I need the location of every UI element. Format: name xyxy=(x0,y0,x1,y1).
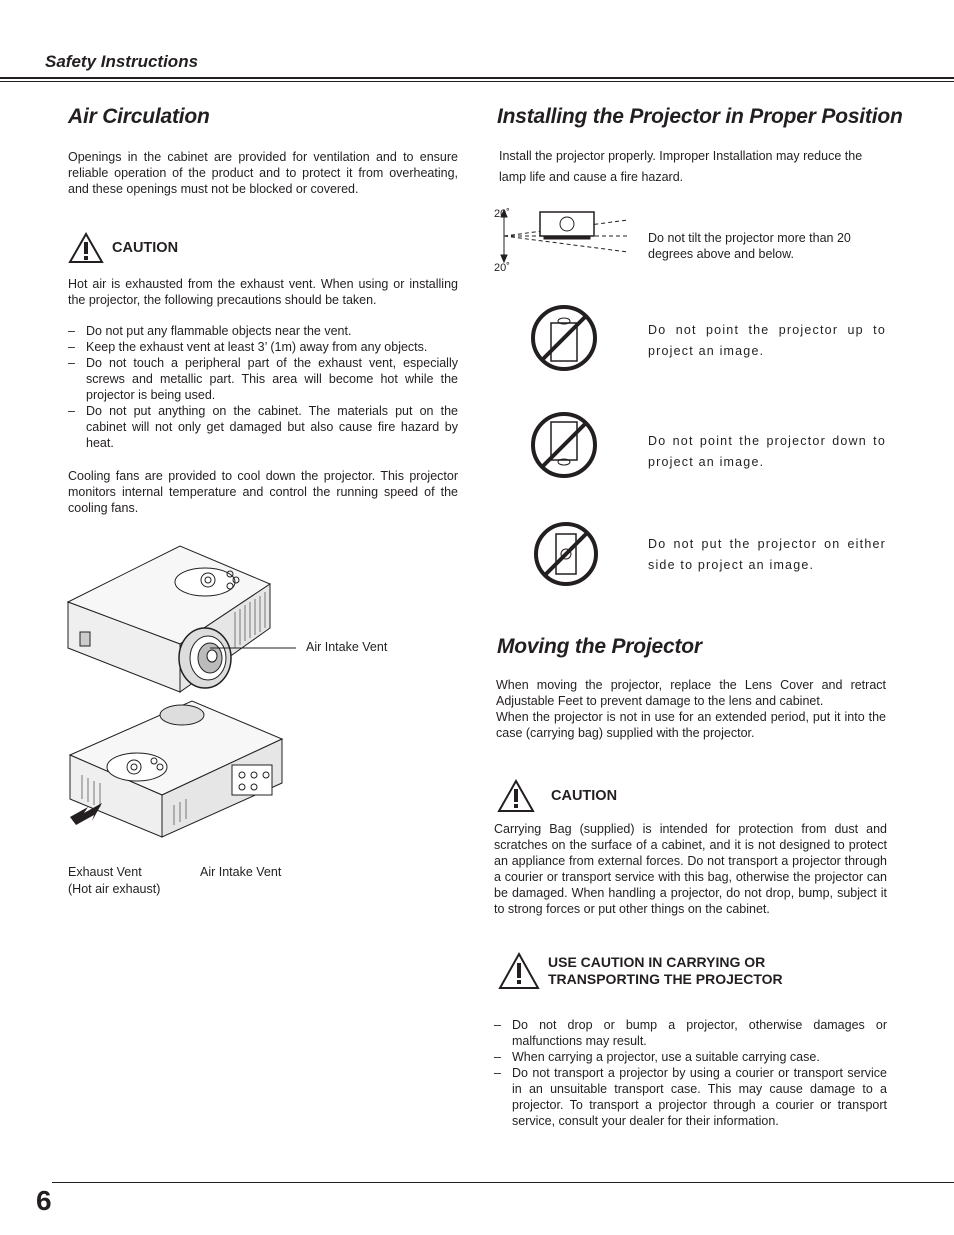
tilt-top-label: 20˚ xyxy=(494,208,510,220)
transport-caution-label xyxy=(548,954,783,988)
footer-rule xyxy=(52,1182,954,1183)
exhaust-vent-label-line1: Exhaust Vent xyxy=(68,865,142,879)
no-side-icon xyxy=(532,520,600,588)
projector-front-illustration xyxy=(60,540,290,700)
cooling-fans-text: Cooling fans are provided to cool down the projector. This projector monitors internal temperature and control the running speed of the cooling fans. xyxy=(68,469,458,515)
list-item: – Do not drop or bump a projector, otherwise damages or malfunctions may result. xyxy=(494,1017,887,1049)
air-circulation-intro: Openings in the cabinet are provided for ventilation and to ensure reliable operation of the product and to protect it from overheating, and these openings must not be blocked or covered. xyxy=(68,150,458,196)
exhaust-vent-label-line2: (Hot air exhaust) xyxy=(68,882,161,896)
caution-list xyxy=(68,323,458,451)
transport-caution-label-line2: TRANSPORTING THE PROJECTOR xyxy=(548,971,783,987)
list-item: – Keep the exhaust vent at least 3’ (1m) away from any objects. xyxy=(68,339,458,355)
list-item: – Do not transport a projector by using a courier or transport service in an unsuitable transport case. This may cause damage to a projector. To transport a projector through a courier or transport service, consult your dealer for their information. xyxy=(494,1065,887,1129)
tilt-diagram xyxy=(498,208,630,268)
list-item: – Do not touch a peripheral part of the exhaust vent, especially screws and metallic part. This area will become hot while the projector is being used. xyxy=(68,355,458,403)
air-intake-vent-label-top: Air Intake Vent xyxy=(306,640,388,654)
tilt-bottom-label: 20˚ xyxy=(494,262,510,274)
caution-label: CAUTION xyxy=(551,788,618,804)
warning-icon xyxy=(68,232,104,264)
moving-intro: When moving the projector, replace the Lens Cover and retract Adjustable Feet to prevent damage to the lens and cabinet. When the projector is not in use for an extended period, put it into the case (carrying bag) supplied with the projector. xyxy=(496,678,886,740)
moving-caution-heading xyxy=(497,779,617,813)
caution-heading xyxy=(68,232,178,264)
no-point-down-icon xyxy=(529,410,599,480)
header-title: Safety Instructions xyxy=(45,52,199,71)
header-rule xyxy=(0,77,954,79)
no-point-up-icon xyxy=(529,303,599,373)
transport-caution-heading xyxy=(498,952,783,990)
no-point-down-text: Do not point the projector down to project an image. xyxy=(648,434,886,469)
air-intake-vent-label-bottom: Air Intake Vent xyxy=(200,865,282,879)
moving-title: Moving the Projector xyxy=(497,635,702,658)
tilt-text: Do not tilt the projector more than 20 degrees above and below. xyxy=(648,231,851,261)
installing-title: Installing the Projector in Proper Position xyxy=(497,105,903,128)
page-number: 6 xyxy=(36,1185,52,1216)
exhaust-vent-label xyxy=(68,864,160,898)
installing-intro: Install the projector properly. Improper Installation may reduce the lamp life and cause a fire hazard. xyxy=(499,149,863,184)
list-item: – Do not put anything on the cabinet. The materials put on the cabinet will not only get damaged but also cause fire hazard by heat. xyxy=(68,403,458,451)
leader-line xyxy=(210,640,300,660)
header-rule-thin xyxy=(0,81,954,82)
warning-icon xyxy=(498,952,540,990)
caution-label: CAUTION xyxy=(112,240,179,256)
no-point-up-text: Do not point the projector up to project an image. xyxy=(648,323,886,358)
projector-rear-illustration xyxy=(62,695,287,845)
transport-caution-list xyxy=(494,1017,887,1129)
moving-caution-text: Carrying Bag (supplied) is intended for protection from dust and scratches on the surface of a cabinet, and it is not designed to protect an appliance from external forces. Do not transport a projector through a courier or transport service with this bag, otherwise the projector can be damaged. When handling a projector, do not drop, bump, subject it to strong forces or put other things on the cabinet. xyxy=(494,822,887,916)
transport-caution-label-line1: USE CAUTION IN CARRYING OR xyxy=(548,954,766,970)
air-circulation-title: Air Circulation xyxy=(68,105,210,128)
no-side-text: Do not put the projector on either side to project an image. xyxy=(648,537,886,572)
warning-icon xyxy=(497,779,535,813)
list-item: – Do not put any flammable objects near the vent. xyxy=(68,323,458,339)
list-item: – When carrying a projector, use a suitable carrying case. xyxy=(494,1049,887,1065)
caution-text: Hot air is exhausted from the exhaust vent. When using or installing the projector, the following precautions should be taken. xyxy=(68,277,458,307)
